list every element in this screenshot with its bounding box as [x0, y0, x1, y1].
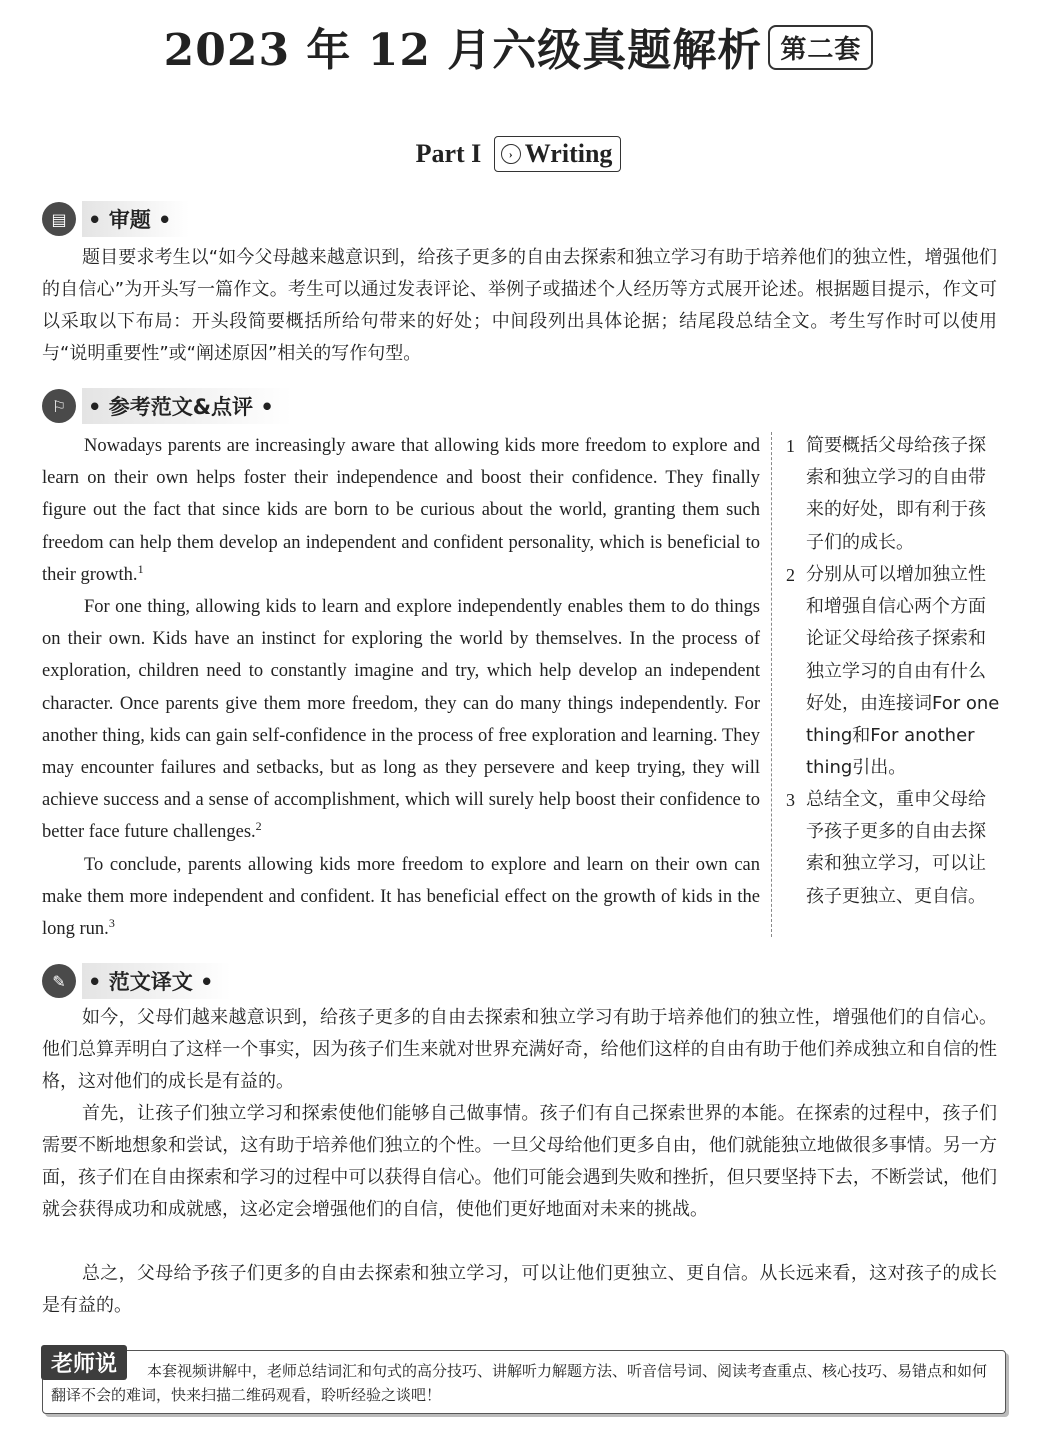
note-item: 3 总结全文，重申父母给予孩子更多的自由去探索和独立学习，可以让孩子更独立、更自信。 — [786, 789, 986, 907]
section-translation-label: • 范文译文 • — [82, 963, 231, 999]
commentary-notes — [786, 430, 1001, 913]
flag-icon: ⚐ — [42, 389, 76, 423]
title-text: 2023 年 12 月六级真题解析 — [163, 25, 763, 76]
part-heading — [0, 136, 1037, 172]
page-title — [0, 14, 1037, 78]
arrow-icon: › — [501, 144, 521, 164]
essay-paragraph: To conclude, parents allowing kids more freedom to explore and learn on their own can make them more independent and confident. It has beneficial effect on the growth of kids in the long run.$^3$ — [42, 854, 760, 940]
section-sample-heading — [42, 387, 292, 425]
translation-paragraph: 首先，让孩子们独立学习和探索使他们能够自己做事情。孩子们有自己探索世界的本能。在探索的过程中，孩子们需要不断地想象和尝试，这有助于培养他们独立的个性。一旦父母给他们更多自由，他们就能独立地做很多事情。另一方面，孩子们在自由探索和学习的过程中可以获得自信心。他们可能会遇到失败和挫折，但只要坚持下去，不断尝试，他们就会获得成功和成就感，这必定会增强他们的自信，使他们更好地面对未来的挑战。 — [42, 1103, 997, 1220]
review-text: 题目要求考生以“如今父母越来越意识到，给孩子更多的自由去探索和独立学习有助于培养他们的独立性，增强他们的自信心”为开头写一篇作文。考生可以通过发表评论、举例子或描述个人经历等方式展开论述。根据题目提示，作文可以采取以下布局：开头段简要概括所给句带来的好处；中间段列出具体论据；结尾段总结全文。考生写作时可以使用与“说明重要性”或“阐述原因”相关的写作句型。 — [42, 247, 997, 364]
section-translation-heading — [42, 962, 231, 1000]
note-item: 1 简要概括父母给孩子探索和独立学习的自由带来的好处，即有利于孩子们的成长。 — [786, 435, 986, 553]
document-icon: ▤ — [42, 202, 76, 236]
note-ref: 2 — [255, 819, 262, 834]
translation-paragraph: 如今，父母们越来越意识到，给孩子更多的自由去探索和独立学习有助于培养他们的独立性，增强他们的自信心。他们总算弄明白了这样一个事实，因为孩子们生来就对世界充满好奇，给他们这样的自由有助于他们养成独立和自信的性格，这对他们的成长是有益的。 — [42, 1007, 997, 1092]
note-ref: 3 — [108, 915, 115, 930]
section-review-heading — [42, 200, 189, 238]
part-name: Writing — [524, 139, 613, 168]
note-ref: 1 — [137, 561, 144, 576]
column-divider — [771, 432, 772, 937]
set-badge: 第二套 — [768, 25, 873, 70]
teacher-says-box — [42, 1350, 1006, 1414]
pen-icon: ✎ — [42, 964, 76, 998]
part-name-box — [494, 136, 622, 172]
part-number: Part I — [415, 139, 482, 168]
section-sample-label: • 参考范文&点评 • — [82, 388, 292, 424]
note-item: 2 分别从可以增加独立性和增强自信心两个方面论证父母给孩子探索和独立学习的自由有什么好处，由连接词For one thing和For another thing引出。 — [786, 564, 1000, 779]
essay-paragraph: For one thing, allowing kids to learn and explore independently enables them to do things on their own. Kids have an instinct for exploring the world by themselves. In the process of exploration, children need to constantly imagine and try, which help develop an independent character. Once parents give them more freedom, they can do many things independently. For another thing, kids can gain self-confidence in the process of free exploration and learning. They may encounter failures and setbacks, but as long as they persevere and keep trying, they will achieve success and a sense of accomplishment, which will surely help boost their confidence to better face future challenges.$^2$ — [42, 597, 760, 843]
sample-essay — [42, 430, 760, 945]
teacher-tag: 老师说 — [41, 1345, 127, 1380]
section-review-label: • 审题 • — [82, 201, 189, 237]
essay-paragraph: Nowadays parents are increasingly aware that allowing kids more freedom to explore and learn on their own helps foster their independence and boost their confidence. They finally figure out the fact that since kids are born to be curious about the world, granting them such freedom can help them develop an independent and confident personality, which is beneficial to their growth.$^1$ — [42, 436, 760, 585]
translation-paragraph: 总之，父母给予孩子们更多的自由去探索和独立学习，可以让他们更独立、更自信。从长远来看，这对孩子的成长是有益的。 — [42, 1263, 997, 1316]
teacher-text: 本套视频讲解中，老师总结词汇和句式的高分技巧、讲解听力解题方法、听音信号词、阅读考查重点、核心技巧、易错点和如何翻译不会的难词，快来扫描二维码观看，聆听经验之谈吧！ — [51, 1362, 988, 1404]
